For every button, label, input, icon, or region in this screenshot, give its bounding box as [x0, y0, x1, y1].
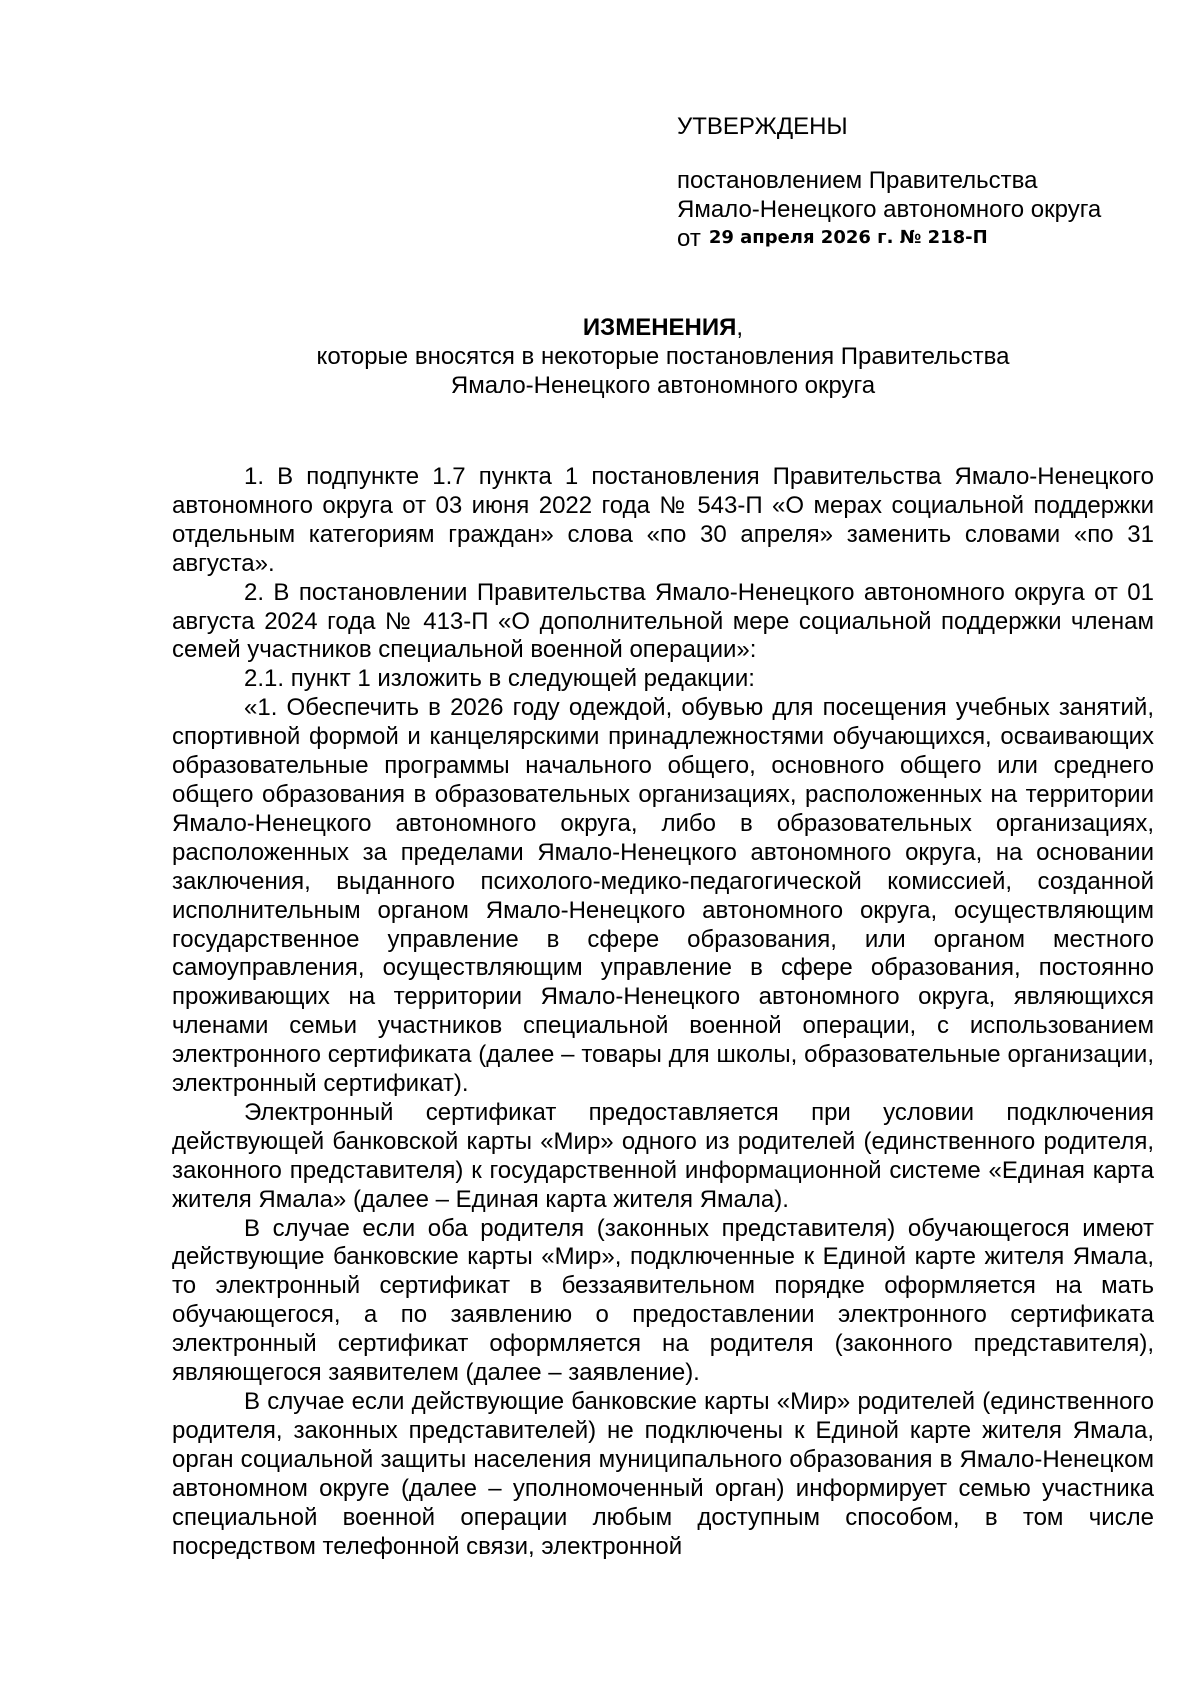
- document-title: [172, 313, 1154, 342]
- paragraph-2: 2. В постановлении Правительства Ямало-Ненецкого автономного округа от 01 августа 2024 года № 413-П «О дополнительной мере социальной поддержки членам семей участников специальной военной операции»:: [172, 578, 1154, 664]
- approval-heading: УТВЕРЖДЕНЫ: [677, 113, 848, 140]
- document-subtitle-line-2: Ямало-Ненецкого автономного округа: [450, 372, 876, 399]
- approval-line-1: постановлением Правительства: [677, 167, 1038, 194]
- approval-block: [677, 112, 1157, 255]
- paragraph-not-connected: В случае если действующие банковские карты «Мир» родителей (единственного родителя, законных представителей) не подключены к Единой карте жителя Ямала, орган социальной защиты населения муниципального образования в Ямало-Ненецком автономном округе (далее – уполномоченный орган) информирует семью участника специальной военной операции любым доступным способом, в том числе посредством телефонной связи, электронной: [172, 1388, 1154, 1560]
- approval-line-2: Ямало-Ненецкого автономного округа: [677, 196, 1102, 223]
- document-title-main: ИЗМЕНЕНИЯ: [582, 314, 737, 341]
- paragraph-certificate: Электронный сертификат предоставляется при условии подключения действующей банковской карты «Мир» одного из родителей (единственного родителя, законного представителя) к государственной информационной системе «Единая карта жителя Ямала» (далее – Единая карта жителя Ямала).: [172, 1098, 1154, 1213]
- paragraph-2-1: 2.1. пункт 1 изложить в следующей редакции:: [244, 665, 755, 693]
- document-subtitle-line-1: которые вносятся в некоторые постановления Правительства: [316, 343, 1010, 370]
- approval-date-line: [677, 224, 1157, 255]
- document-title-block: [172, 313, 1154, 400]
- paragraph-quoted-1: «1. Обеспечить в 2026 году одеждой, обувью для посещения учебных занятий, спортивной формой и канцелярскими принадлежностями обучающихся, осваивающих образовательные программы начального общего, основного общего или среднего общего образования в образовательных организациях, расположенных на территории Ямало-Ненецкого автономного округа, либо в образовательных организациях, расположенных за пределами Ямало-Ненецкого автономного округа, на основании заключения, выданного психолого-медико-педагогической комиссией, созданной исполнительным органом Ямало-Ненецкого автономного округа, осуществляющим государственное управление в сфере образования, или органом местного самоуправления, осуществляющим управление в сфере образования, постоянно проживающих на территории Ямало-Ненецкого автономного округа, являющихся членами семьи участников специальной военной операции, с использованием электронного сертификата (далее – товары для школы, образовательные организации, электронный сертификат).: [172, 694, 1154, 1098]
- paragraph-1: 1. В подпункте 1.7 пункта 1 постановления Правительства Ямало-Ненецкого автономного округа от 03 июня 2022 года № 543-П «О мерах социальной поддержки отдельным категориям граждан» слова «по 30 апреля» заменить словами «по 31 августа».: [172, 463, 1154, 577]
- document-title-suffix: ,: [736, 314, 744, 341]
- document-body: [172, 463, 1154, 1561]
- approval-date-stamp: 29 апреля 2026 г. № 218-П: [708, 227, 988, 248]
- paragraph-both-parents: В случае если оба родителя (законных представителя) обучающегося имеют действующие банковские карты «Мир», подключенные к Единой карте жителя Ямала, то электронный сертификат в беззаявительном порядке оформляется на мать обучающегося, а по заявлению о предоставлении электронного сертификата электронный сертификат оформляется на родителя (законного представителя), являющегося заявителем (далее – заявление).: [172, 1214, 1154, 1387]
- approval-date-prefix: от: [677, 225, 701, 252]
